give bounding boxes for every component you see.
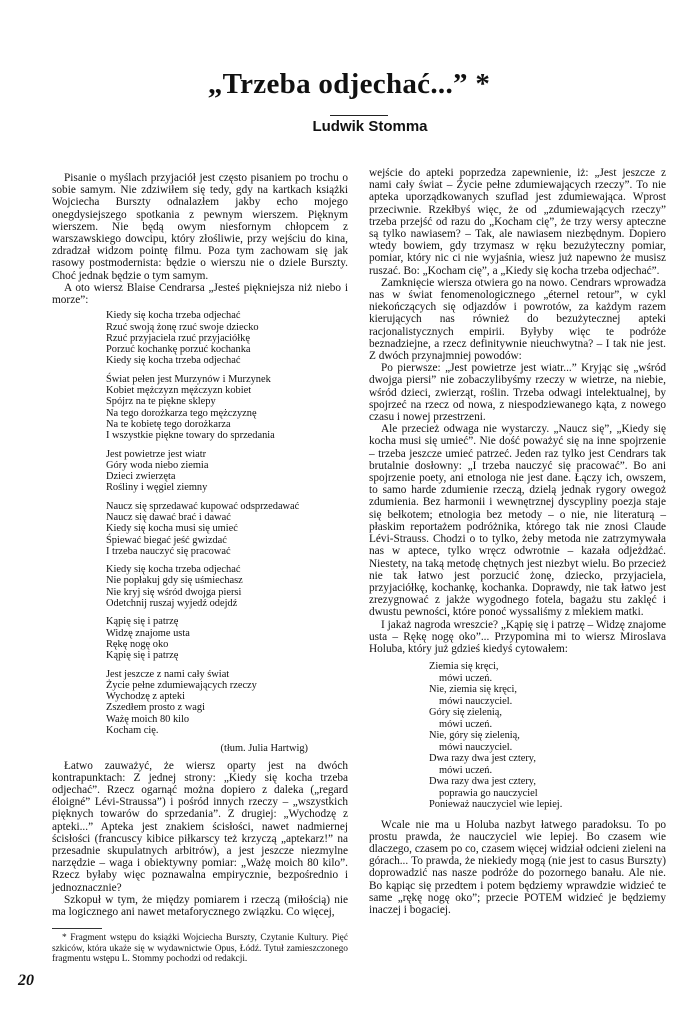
paragraph: Łatwo zauważyć, że wiersz oparty jest na dwóch kontrapunktach: Z jednej strony: „Kiedy się kocha trzeba odjechać”. Rzecz ogarnąć można dopiero z daleka („regard éloigné” Lévi-Straussa”) i pośród innych rzeczy – „wszystkich pięknych towarów do sprzedania”. Z drugiej: „Wychodzę z apteki...” Apteka jest znakiem ścisłości, nawet nadmiernej ścisłości (francuscy kibice piłkarscy też krzyczą „aptekarz!” na przesadnie skupulatnych arbitrów), a jest jeszcze niezmylne narzędzie – waga i obiektywny pomiar: „Ważę moich 80 kilo”. Rzecz byłaby więc poznawalna empirycznie, bezpośrednio i jednoznacznie?	[52, 759, 348, 894]
paragraph: Pisanie o myślach przyjaciół jest często pisaniem po trochu o sobie samym. Nie zdziwiłem się tedy, gdy na kartkach książki Wojciecha Burszty odnalazłem jakby echo mojego onegdysiejszego spotkania z pewnym wierszem. Pięknym wierszem. Nie będą owym niesfornym chłopcem z warszawskiego dowcipu, który złośliwie, przy wejściu do kina, zdradzał widzom pointę filmu. Poza tym zachowam się jak rasowy postmodernista: będzie o wierszu nie o dziele Burszty. Choć jednak będzie o tym samym.	[52, 172, 348, 282]
poem-line: Naucz się sprzedawać kupować odsprzedawać	[106, 500, 300, 512]
poem-line: Jest powietrze jest wiatr	[106, 448, 207, 460]
left-column	[52, 172, 348, 964]
poem-line: I wszystkie piękne towary do sprzedania	[106, 430, 275, 442]
poem-line: Kiedy się kocha trzeba odjechać	[106, 310, 241, 322]
paragraph: Ale przecież odwaga nie wystarczy. „Naucz się”, „Kiedy się kocha musi się umieć”. Nie dość poważyć się na inne spojrzenie – trzeba jeszcze umieć patrzeć. Jeden raz tylko jest Cendrars tak brutalnie dosłowny: „I trzeba nauczyć się pracować”. Bo ani spojrzenie poety, ani etnologa nie jest dane. Łączy ich, owszem, to samo harde zdumienie rzeczą, dzielą jednak rygory owegoż zdumienia. Bez harmonii i wewnętrznej dyscypliny poezja staje się bełkotem; etnologia bez metody – o nie, nie literaturą – płaskim reportażem podróżnika, którego tak nie znosi Claude Lévi-Strauss. Chodzi o to tylko, żeby metoda nie zatrzymywała nas w aptece, tylko wręcz odwrotnie – kazała odjeżdżać. Niestety, na taką metodę chętnych jest niezbyt wielu. Bo przecież nie tak łatwo jest porzucić żonę, dziecko, przyjaciela, przyjaciółkę, kochankę, kochanka. Doprawdy, nie tak łatwo jest zrezygnować z jakże wygodnego fotela, bagażu stu zaklęć i dwustu pewności, które ponoć wyssaliśmy z mlekiem matki.	[369, 423, 666, 619]
poem-stanza	[106, 449, 348, 494]
poem-line: Kobiet mężczyzn mężczyzn kobiet	[106, 385, 252, 397]
poem-line: Nie popłakuj gdy się uśmiechasz	[106, 575, 243, 587]
poem-line: Kocham cię.	[106, 725, 159, 737]
poem-line: Rośliny i węgiel ziemny	[106, 482, 208, 494]
paragraph: Wcale nie ma u Holuba nazbyt łatwego paradoksu. To po prostu prawda, że nauczyciel wie lepiej. Bo czasem wie dlaczego, czasem po co, czasem więcej widział odcieni zieleni na górach... To prawda, że niekiedy mogą (nie jest to casus Burszty) doprowadzić nas nasze podróże do pozornego banału. Ale nie. Bo kąpiąc się przedtem i potem będziemy wprawdzie widzieć te same „rękę nogę oko”; przecie POTEM widzieć je będziemy inaczej i bogaciej.	[369, 818, 666, 917]
poem-line: Góry woda niebo ziemia	[106, 459, 209, 471]
poem-line: Wychodzę z apteki	[106, 691, 185, 703]
paragraph: Szkopuł w tym, że między pomiarem i rzeczą (miłością) nie ma logicznego ani nawet metaforycznego związku. Co więcej,	[52, 893, 348, 919]
poem-line: Porzuć kochankę porzuć kochanka	[106, 344, 251, 356]
poem-line: Kąpię się i patrzę	[106, 616, 179, 628]
poem-line: Spójrz na te piękne sklepy	[106, 396, 216, 408]
poem-line: Na tego dorożkarza tego mężczyznę	[106, 407, 257, 419]
poem-line: Jest jeszcze z nami cały świat	[106, 668, 230, 680]
holub-poem	[369, 661, 666, 811]
poem-line: Widzę znajome usta	[106, 627, 190, 639]
poem-line: Ziemia się kręci,	[429, 661, 499, 673]
poem-line: Naucz się dawać brać i dawać	[106, 511, 231, 523]
poem-stanza	[106, 564, 348, 609]
poem-line: mówi uczeń.	[439, 672, 493, 684]
page-number: 20	[18, 972, 34, 989]
poem-line: Ponieważ nauczyciel wie lepiej.	[429, 799, 563, 811]
poem-line: Dzieci zwierzęta	[106, 471, 176, 483]
right-column	[369, 167, 666, 916]
poem-line: Zszedłem prosto z wagi	[106, 702, 205, 714]
poem-line: Kiedy się kocha trzeba odjechać	[106, 355, 241, 367]
poem-line: Na te kobietę tego dorożkarza	[106, 418, 231, 430]
poem-line: mówi nauczyciel.	[439, 741, 513, 753]
poem-line: poprawia go nauczyciel	[439, 787, 538, 799]
poem-line: mówi nauczyciel.	[439, 695, 513, 707]
poem-stanza	[106, 501, 348, 557]
poem-line: Kąpię się i patrzę	[106, 650, 179, 662]
poem-stanza	[106, 616, 348, 661]
poem-line: Odetchnij ruszaj wyjedź odejdź	[106, 598, 238, 610]
poem-line: Nie, góry się zielenią,	[429, 730, 520, 742]
poem-stanza	[106, 310, 348, 366]
poem-line: Dwa razy dwa jest cztery,	[429, 753, 536, 765]
poem-line: Kiedy się kocha trzeba odjechać	[106, 564, 241, 576]
paragraph: Po pierwsze: „Jest powietrze jest wiatr...” Kryjąc się „wśród dwojga piersi” nie zobaczylibyśmy rzeczy w wietrze, na niebie, wśród dzieci, zwierząt, roślin. Trzeba odwagi intelektualnej, by spojrzeć na rzecz od nowa, z niespodziewanego kąta, z nowego czasu i nowej przestrzeni.	[369, 362, 666, 424]
paragraph: I jakaż nagroda wreszcie? „Kąpię się i patrzę – Widzę znajome usta – Rękę nogę oko”... Przypomina mi to wiersz Miroslava Holuba, który już gdzieś kiedyś cytowałem:	[369, 618, 666, 655]
poem-line: mówi uczeń.	[439, 718, 493, 730]
poem-line: Nie kryj się wśród dwojga piersi	[106, 586, 242, 598]
paragraph: wejście do apteki poprzedza zapewnienie, iż: „Jest jeszcze z nami cały świat – Życie pełne zdumiewających rzeczy”. To nie apteka uporządkowanych szuflad jest zdumiewająca. Wprost przeciwnie. Rzekłbyś więc, że od „zdumiewających rzeczy” trzeba przejść od razu do „Kocham cię”, że trzy wersy apteczne są tylko nawiasem? – Tak, ale nawiasem niezbędnym. Dopiero wtedy bowiem, gdy trzymasz w ręku bezużyteczny pomiar, pomiar, który nic ci nie wyjaśnia, wiesz już napewno że musisz ruszać. Bo: „Kocham cię”, a „Kiedy się kocha trzeba odjechać”.	[369, 167, 666, 277]
footnote-rule	[52, 928, 102, 929]
poem-line: Rękę nogę oko	[106, 638, 169, 650]
cendrars-poem	[52, 310, 348, 754]
poem-line: Życie pełne zdumiewających rzeczy	[106, 679, 257, 691]
paragraph: A oto wiersz Blaise Cendrarsa „Jesteś piękniejsza niż niebo i morze”:	[52, 281, 348, 307]
translator-credit: (tłum. Julia Hartwig)	[220, 743, 308, 755]
paragraph: Zamknięcie wiersza otwiera go na nowo. Cendrars wprowadza nas w świat fenomenologicznego „éternel retour”, w cykl niekończących się odjazdów i powrotów, za każdym razem kierujących nas również do bezużytecznej apteki racjonalistycznych empirii. Byłyby więc te podróże beznadziejne, a rzecz definitywnie nieuchwytna? – I tak nie jest. Z dwóch przynajmniej powodów:	[369, 276, 666, 363]
poem-line: Śpiewać biegać jeść gwizdać	[106, 534, 227, 546]
poem-line: Ważę moich 80 kilo	[106, 713, 190, 725]
article-author: Ludwik Stomma	[312, 118, 428, 135]
poem-stanza	[106, 669, 348, 737]
poem-line: Góry się zielenią,	[429, 707, 502, 719]
footnote: * Fragment wstępu do książki Wojciecha Burszty, Czytanie Kultury. Pięć szkiców, która ukaże się w wydawnictwie Opus, Łódź. Tytuł zamieszczonego fragmentu wstępu L. Stommy pochodzi od redakcji.	[52, 933, 348, 964]
poem-line: Rzuć swoją żonę rzuć swoje dziecko	[106, 321, 259, 333]
author-rule	[330, 115, 388, 116]
poem-line: mówi uczeń.	[439, 764, 493, 776]
poem-line: Rzuć przyjaciela rzuć przyjaciółkę	[106, 332, 250, 344]
poem-line: Dwa razy dwa jest cztery,	[429, 776, 536, 788]
poem-line: Kiedy się kocha musi się umieć	[106, 523, 238, 535]
poem-line: Nie, ziemia się kręci,	[429, 684, 517, 696]
article-title: „Trzeba odjechać...” *	[207, 68, 491, 100]
poem-line: Świat pełen jest Murzynów i Murzynek	[106, 373, 271, 385]
poem-line: I trzeba nauczyć się pracować	[106, 545, 231, 557]
poem-stanza	[106, 374, 348, 442]
